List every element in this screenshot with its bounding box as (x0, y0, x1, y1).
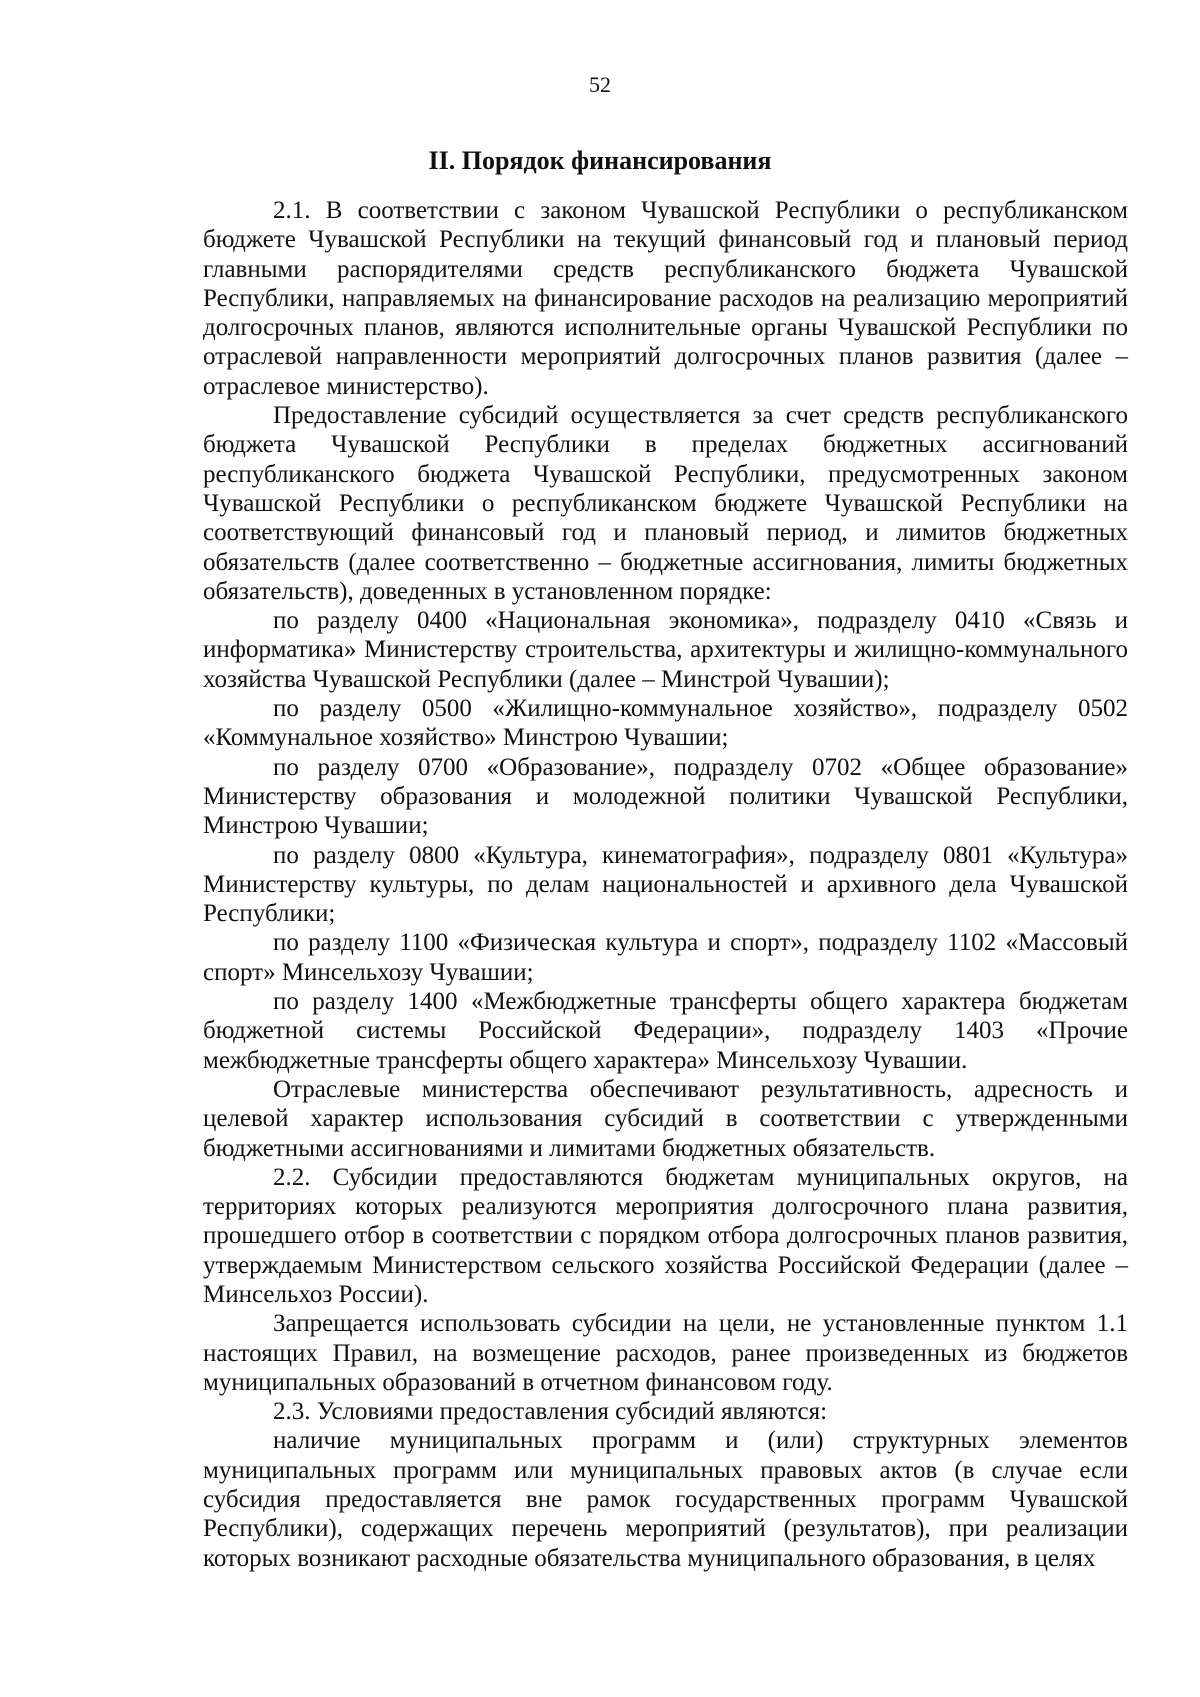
paragraph-municipal-programs: наличие муниципальных программ и (или) структурных элементов муниципальных программ или муниципальных правовых актов (в случае если субсидия предоставляется вне рамок государственных программ Чувашской Республики), содержащих перечень мероприятий (результатов), при реализации которых возникают расходные обязательства муниципального образования, в целях (203, 1427, 1128, 1572)
paragraph-section-0700: по разделу 0700 «Образование», подразделу 0702 «Общее образование» Министерству образования и молодежной политики Чувашской Республики, Минстрою Чувашии; (203, 753, 1128, 840)
paragraph-2-3: 2.3. Условиями предоставления субсидий являются: (273, 1398, 828, 1426)
body-text (203, 196, 1128, 1573)
paragraph-prohibition: Запрещается использовать субсидии на цели, не установленные пунктом 1.1 настоящих Правил, на возмещение расходов, ранее произведенных из бюджетов муниципальных образований в отчетном финансовом году. (203, 1310, 1128, 1396)
paragraph-section-0400: по разделу 0400 «Национальная экономика», подразделу 0410 «Связь и информатика» Министерству строительства, архитектуры и жилищно-коммунального хозяйства Чувашской Республики (далее – Минстрой Чувашии); (203, 607, 1128, 693)
page-number: 52 (589, 72, 611, 97)
paragraph-subsidy-provision: Предоставление субсидий осуществляется за счет средств республиканского бюджета Чувашской Республики в пределах бюджетных ассигнований республиканского бюджета Чувашской Республики, предусмотренных законом Чувашской Республики о республиканском бюджете Чувашской Республики на соответствующий финансовый год и плановый период, и лимитов бюджетных обязательств (далее соответственно – бюджетные ассигнования, лимиты бюджетных обязательств), доведенных в установленном порядке: (203, 402, 1128, 605)
paragraph-section-1400: по разделу 1400 «Межбюджетные трансферты общего характера бюджетам бюджетной системы Российской Федерации», подразделу 1403 «Прочие межбюджетные трансферты общего характера» Минсельхозу Чувашии. (203, 988, 1128, 1074)
paragraph-ministries-ensure: Отраслевые министерства обеспечивают результативность, адресность и целевой характер использования субсидий в соответствии с утвержденными бюджетными ассигнованиями и лимитами бюджетных обязательств. (203, 1075, 1128, 1162)
paragraph-section-0500: по разделу 0500 «Жилищно-коммунальное хозяйство», подразделу 0502 «Коммунальное хозяйство» Минстрою Чувашии; (203, 695, 1128, 752)
paragraph-2-1: 2.1. В соответствии с законом Чувашской Республики о республиканском бюджете Чувашской Республики на текущий финансовый год и плановый период главными распорядителями средств республиканского бюджета Чувашской Республики, направляемых на финансирование расходов на реализацию мероприятий долгосрочных планов, являются исполнительные органы Чувашской Республики по отраслевой направленности мероприятий долгосрочных планов развития (далее – отраслевое министерство). (203, 197, 1128, 400)
paragraph-2-2: 2.2. Субсидии предоставляются бюджетам муниципальных округов, на территориях которых реализуются мероприятия долгосрочного плана развития, прошедшего отбор в соответствии с порядком отбора долгосрочных планов развития, утверждаемым Министерством сельского хозяйства Российской Федерации (далее – Минсельхоз России). (203, 1163, 1128, 1308)
paragraph-section-1100: по разделу 1100 «Физическая культура и спорт», подразделу 1102 «Массовый спорт» Минсельхозу Чувашии; (203, 929, 1128, 986)
paragraph-section-0800: по разделу 0800 «Культура, кинематография», подразделу 0801 «Культура» Министерству культуры, по делам национальностей и архивного дела Чувашской Республики; (203, 841, 1128, 928)
section-title: II. Порядок финансирования (428, 146, 772, 175)
